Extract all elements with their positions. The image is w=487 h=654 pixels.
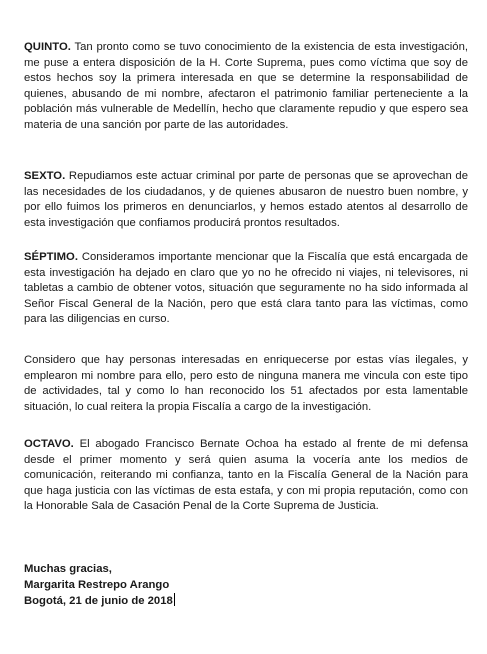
paragraph-quinto bbox=[24, 40, 468, 134]
text-cursor bbox=[174, 593, 175, 606]
paragraph-heading: SÉPTIMO. bbox=[24, 251, 78, 263]
paragraph-heading: OCTAVO. bbox=[24, 438, 74, 450]
paragraph-considero bbox=[24, 353, 468, 415]
place-date: Bogotá, 21 de junio de 2018 bbox=[24, 595, 173, 608]
paragraph-text: Repudiamos este actuar criminal por parte de personas que se aprovechan de las necesidades de los ciudadanos, y de quienes abusaron de nuestro buen nombre, y por ello fuimos los primeros en denunciarlos, y hemos estado atentos al desarrollo de esta investigación que confiamos producirá prontos resultados. bbox=[24, 170, 468, 229]
paragraph-heading: QUINTO. bbox=[24, 41, 71, 53]
closing-thanks: Muchas gracias, bbox=[24, 563, 112, 575]
paragraph-octavo bbox=[24, 437, 468, 515]
paragraph-text: Consideramos importante mencionar que la Fiscalía que está encargada de esta investigación ha dejado en claro que yo no he ofrecido ni viajes, ni televisores, ni tabletas a cambio de obtener votos, situación que seguramente no ha sido informada al Señor Fiscal General de la Nación, pero que está clara tanto para las víctimas, como para las diligencias en curso. bbox=[24, 251, 468, 326]
paragraph-text: Considero que hay personas interesadas en enriquecerse por estas vías ilegales, y emplearon mi nombre para ello, pero esto de ninguna manera me vincula con este tipo de actividades, tal y como lo han reconocido los 51 afectados por esta lamentable situación, lo cual reitera la propia Fiscalía a cargo de la investigación. bbox=[24, 354, 468, 413]
signature-block bbox=[24, 562, 175, 610]
paragraph-text: El abogado Francisco Bernate Ochoa ha estado al frente de mi defensa desde el primer momento y será quien asuma la vocería ante los medios de comunicación, reiterando mi confianza, tanto en la Fiscalía General de la Nación para que haga justicia con las víctimas de esta estafa, y con mi propia reputación, como con la Honorable Sala de Casación Penal de la Corte Suprema de Justicia. bbox=[24, 438, 468, 513]
signer-name: Margarita Restrepo Arango bbox=[24, 578, 170, 591]
paragraph-sexto bbox=[24, 169, 468, 231]
paragraph-septimo bbox=[24, 250, 468, 328]
paragraph-heading: SEXTO. bbox=[24, 170, 66, 182]
paragraph-text: Tan pronto como se tuvo conocimiento de la existencia de esta investigación, me puse a entera disposición de la H. Corte Suprema, pues como víctima que soy de estos hechos soy la primera interesada en que se determine la responsabilidad de quienes, abusando de mi nombre, afectaron el patrimonio familiar perteneciente a la población más vulnerable de Medellín, hecho que claramente repudio y que espero sea materia de una sanción por parte de las autoridades. bbox=[24, 41, 468, 131]
place-date-line bbox=[24, 593, 175, 610]
